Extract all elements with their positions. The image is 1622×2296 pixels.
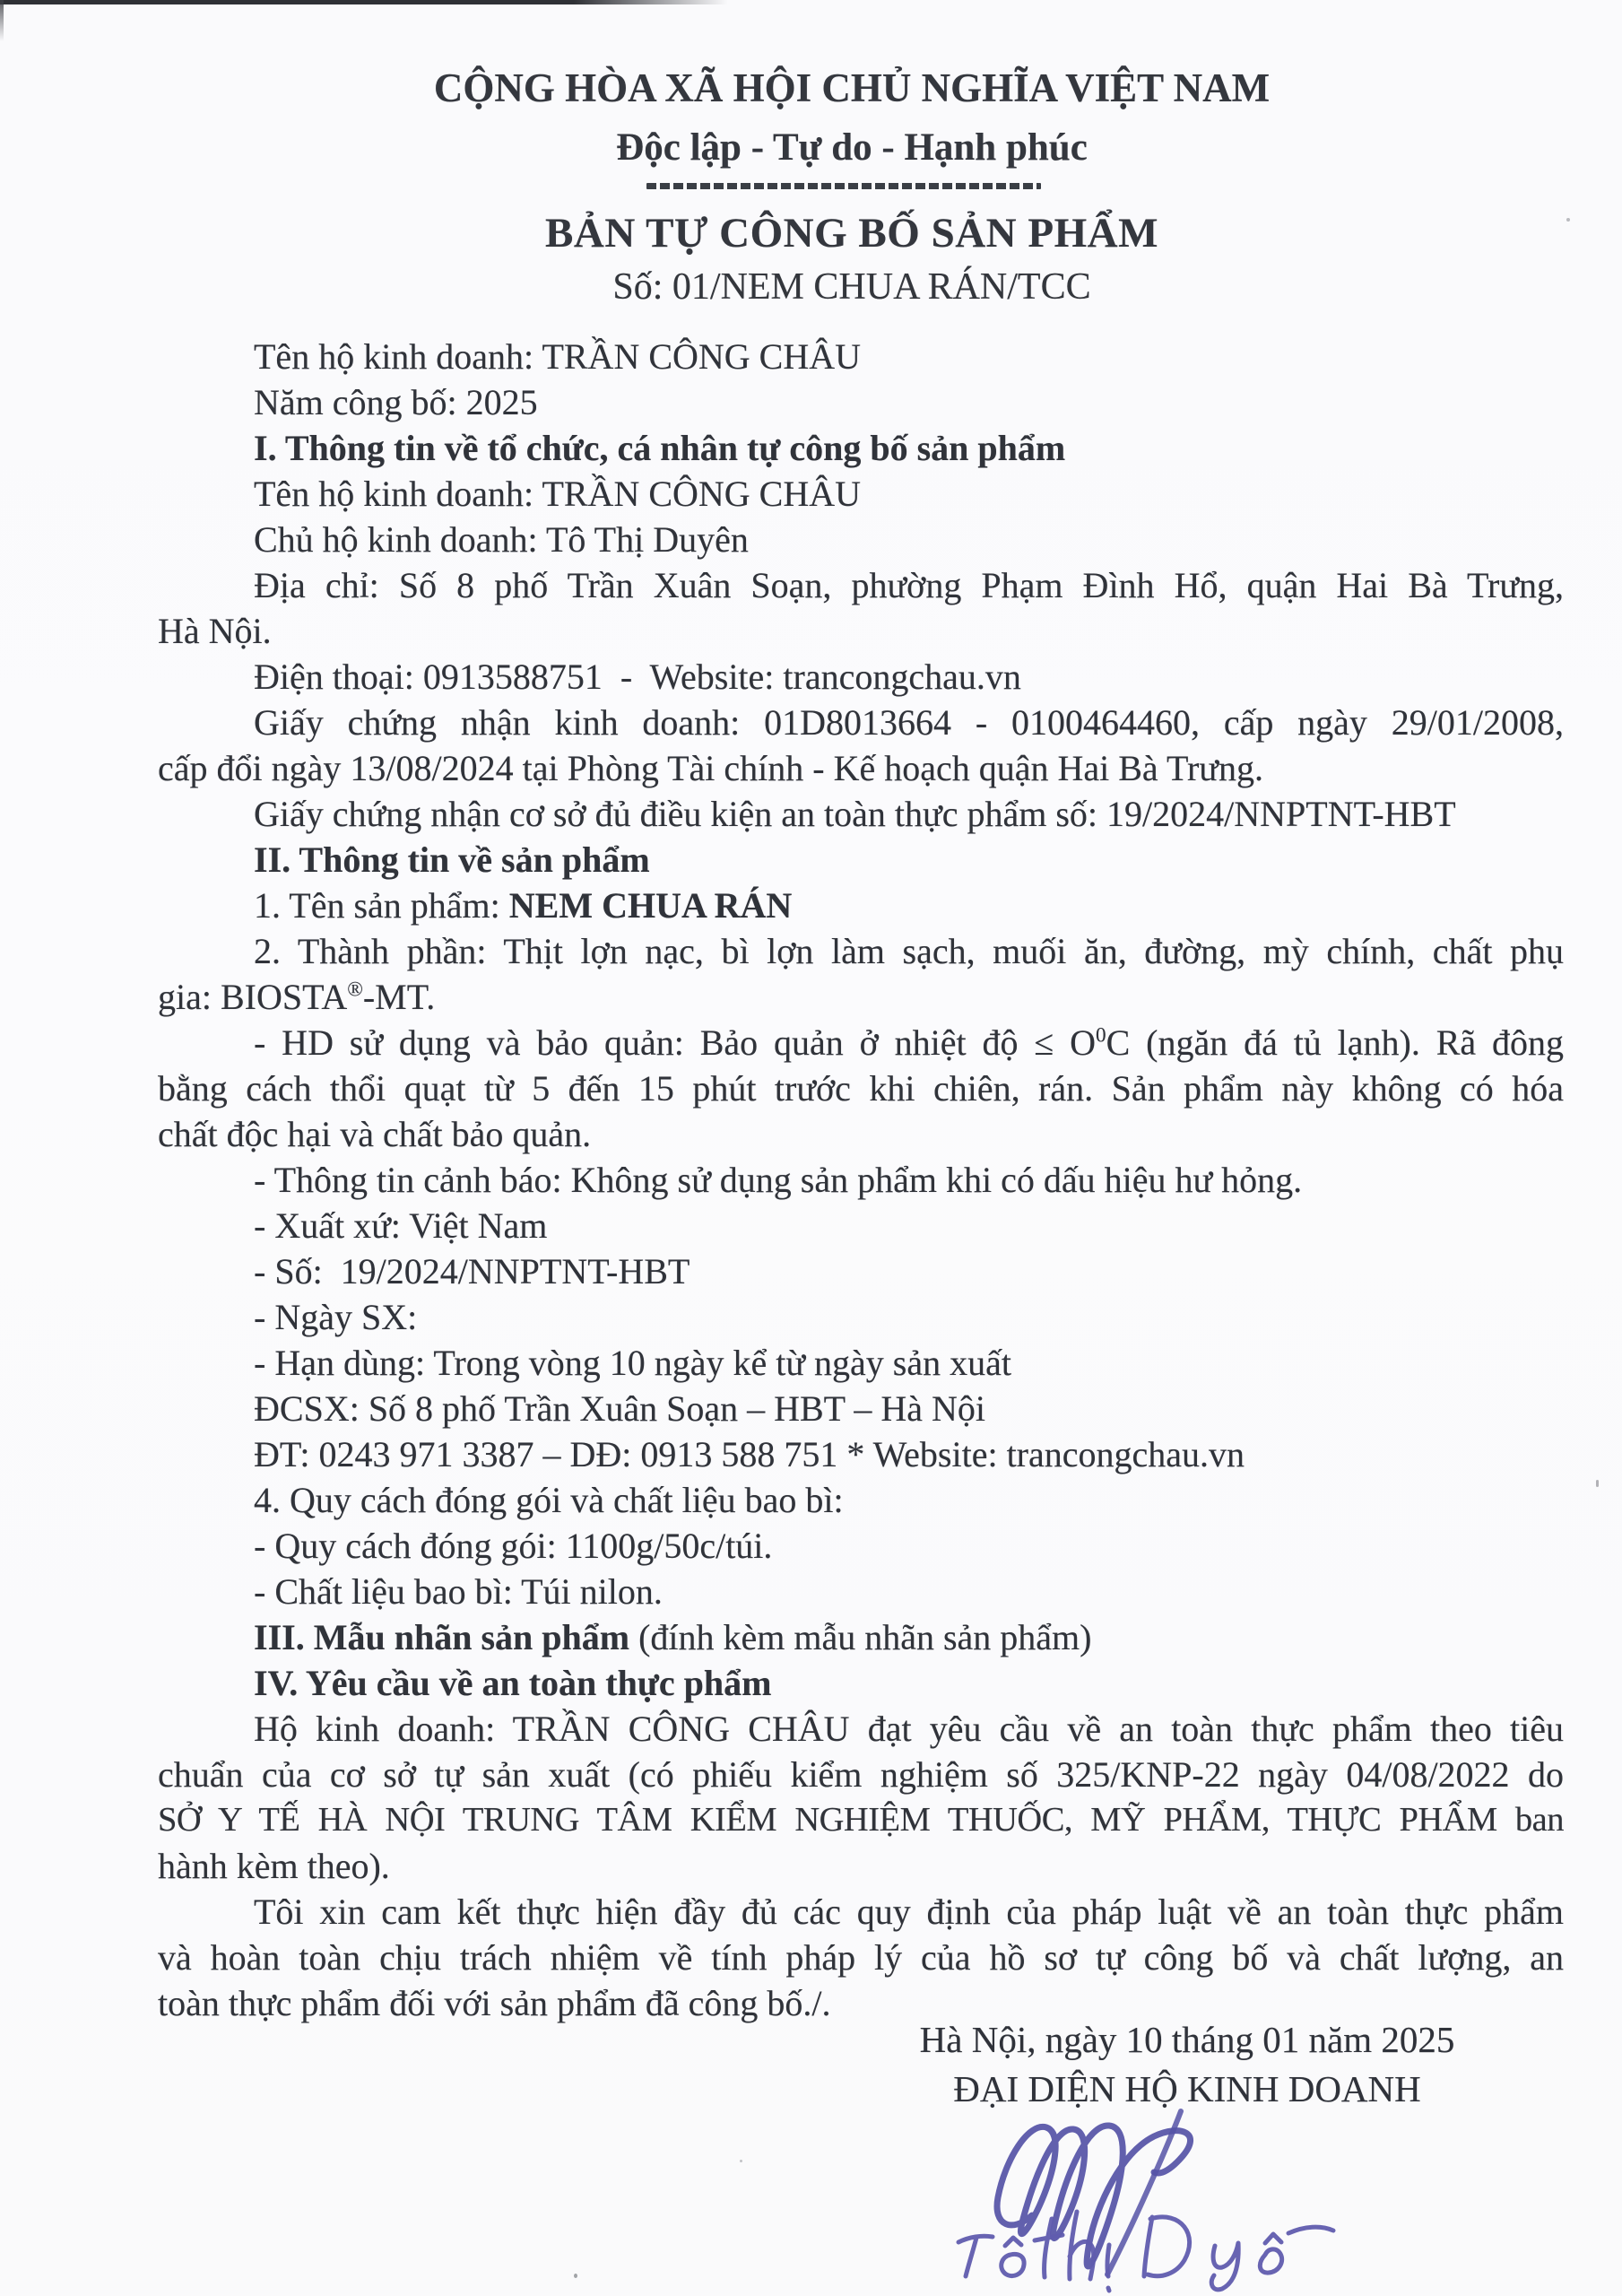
heading-section-4: IV. Yêu cầu về an toàn thực phẩm: [254, 1663, 772, 1703]
temperature-superscript: 0: [1096, 1023, 1106, 1048]
line-storage-3: chất độc hại và chất bảo quản.: [158, 1114, 592, 1154]
scan-speck: [574, 2274, 577, 2278]
additive-suffix: -MT.: [362, 977, 436, 1017]
line-business-license-2: cấp đổi ngày 13/08/2024 tại Phòng Tài chính - Kế hoạch quận Hai Bà Trưng.: [158, 748, 1263, 788]
line-commitment-2: và hoàn toàn chịu trách nhiệm về tính pháp lý của hồ sơ tự công bố và chất lượng, an: [158, 1937, 1564, 1978]
line-ingredients-2: [158, 974, 1564, 1020]
line-packaging-material: - Chất liệu bao bì: Túi nilon.: [254, 1571, 663, 1612]
national-title: CỘNG HÒA XÃ HỘI CHỦ NGHĨA VIỆT NAM: [433, 65, 1271, 110]
section-3-title: III. Mẫu nhãn sản phẩm: [254, 1617, 639, 1657]
line-safety-4: hành kèm theo).: [158, 1846, 390, 1886]
line-phone-website: Điện thoại: 0913588751 - Website: trancongchau.vn: [254, 657, 1021, 697]
line-production-date: - Ngày SX:: [254, 1297, 418, 1337]
line-food-safety-cert: Giấy chứng nhận cơ sở đủ điều kiện an toàn thực phẩm số: 19/2024/NNPTNT-HBT: [254, 794, 1456, 834]
line-address-1: Địa chỉ: Số 8 phố Trần Xuân Soạn, phường Phạm Đình Hổ, quận Hai Bà Trưng,: [254, 565, 1564, 605]
header-separator-dashes: [646, 183, 1041, 189]
line-publish-year: Năm công bố: 2025: [254, 382, 538, 422]
line-warning: - Thông tin cảnh báo: Không sử dụng sản phẩm khi có dấu hiệu hư hỏng.: [254, 1160, 1303, 1200]
scan-edge-top: [0, 0, 728, 4]
line-storage-2: bằng cách thổi quạt từ 5 đến 15 phút trước khi chiên, rán. Sản phẩm này không có hóa: [158, 1068, 1564, 1109]
product-name-label: 1. Tên sản phẩm:: [254, 885, 509, 926]
line-business-name-top: Tên hộ kinh doanh: TRẦN CÔNG CHÂU: [254, 336, 862, 377]
registered-mark: ®: [347, 978, 363, 1002]
document-number: Số: 01/NEM CHUA RÁN/TCC: [612, 266, 1091, 308]
line-commitment-3: toàn thực phẩm đối với sản phẩm đã công bố./.: [158, 1983, 831, 2023]
line-commitment-1: Tôi xin cam kết thực hiện đầy đủ các quy định của pháp luật về an toàn thực phẩm: [254, 1892, 1564, 1932]
storage-post: C (ngăn đá tủ lạnh). Rã đông: [1106, 1022, 1564, 1063]
scan-speck: [740, 2160, 742, 2162]
line-contact: ĐT: 0243 971 3387 – DĐ: 0913 588 751 * Website: trancongchau.vn: [254, 1434, 1245, 1474]
document-title: BẢN TỰ CÔNG BỐ SẢN PHẨM: [545, 210, 1158, 257]
line-safety-2: chuẩn của cơ sở tự sản xuất (có phiếu kiểm nghiệm số 325/KNP-22 ngày 04/08/2022 do: [158, 1754, 1564, 1795]
scan-speck: [1596, 1480, 1599, 1487]
line-storage-1: [158, 1020, 1564, 1065]
section-3-note: (đính kèm mẫu nhãn sản phẩm): [638, 1617, 1092, 1657]
line-ingredients-1: 2. Thành phần: Thịt lợn nạc, bì lợn làm sạch, muối ăn, đường, mỳ chính, chất phụ: [254, 931, 1564, 971]
heading-section-2: II. Thông tin về sản phẩm: [254, 839, 650, 880]
handwritten-signature: [946, 2097, 1412, 2296]
line-address-2: Hà Nội.: [158, 611, 272, 651]
line-origin: - Xuất xứ: Việt Nam: [254, 1205, 548, 1246]
line-packaging-spec: - Quy cách đóng gói: 1100g/50c/túi.: [254, 1526, 773, 1566]
line-safety-1: Hộ kinh doanh: TRẦN CÔNG CHÂU đạt yêu cầu về an toàn thực phẩm theo tiêu: [254, 1709, 1564, 1749]
heading-section-1: I. Thông tin về tổ chức, cá nhân tự công bố sản phẩm: [254, 428, 1066, 468]
storage-pre: - HD sử dụng và bảo quản: Bảo quản ở nhiệt độ ≤ O: [254, 1022, 1097, 1063]
line-business-name: Tên hộ kinh doanh: TRẦN CÔNG CHÂU: [254, 474, 862, 514]
line-packaging-heading: 4. Quy cách đóng gói và chất liệu bao bì:: [254, 1480, 844, 1520]
line-cert-number: - Số: 19/2024/NNPTNT-HBT: [254, 1251, 690, 1292]
representative-title: ĐẠI DIỆN HỘ KINH DOANH: [953, 2068, 1421, 2109]
line-safety-3: SỞ Y TẾ HÀ NỘI TRUNG TÂM KIỂM NGHIỆM THUỐC, MỸ PHẨM, THỰC PHẨM ban: [158, 1801, 1564, 1839]
scan-edge-left: [0, 0, 4, 41]
line-product-name: [158, 883, 1564, 928]
national-motto: Độc lập - Tự do - Hạnh phúc: [616, 126, 1088, 169]
additive-name: gia: BIOSTA: [158, 977, 348, 1017]
line-shelf-life: - Hạn dùng: Trong vòng 10 ngày kể từ ngày sản xuất: [254, 1343, 1011, 1383]
place-date: Hà Nội, ngày 10 tháng 01 năm 2025: [919, 2019, 1455, 2060]
document-body: [158, 334, 1564, 2026]
line-business-license-1: Giấy chứng nhận kinh doanh: 01D8013664 - 0100464460, cấp ngày 29/01/2008,: [254, 702, 1564, 743]
heading-section-3: [158, 1614, 1564, 1660]
line-owner-name: Chủ hộ kinh doanh: Tô Thị Duyên: [254, 519, 749, 560]
product-name-value: NEM CHUA RÁN: [508, 885, 793, 926]
line-production-address: ĐCSX: Số 8 phố Trần Xuân Soạn – HBT – Hà Nội: [254, 1388, 985, 1429]
